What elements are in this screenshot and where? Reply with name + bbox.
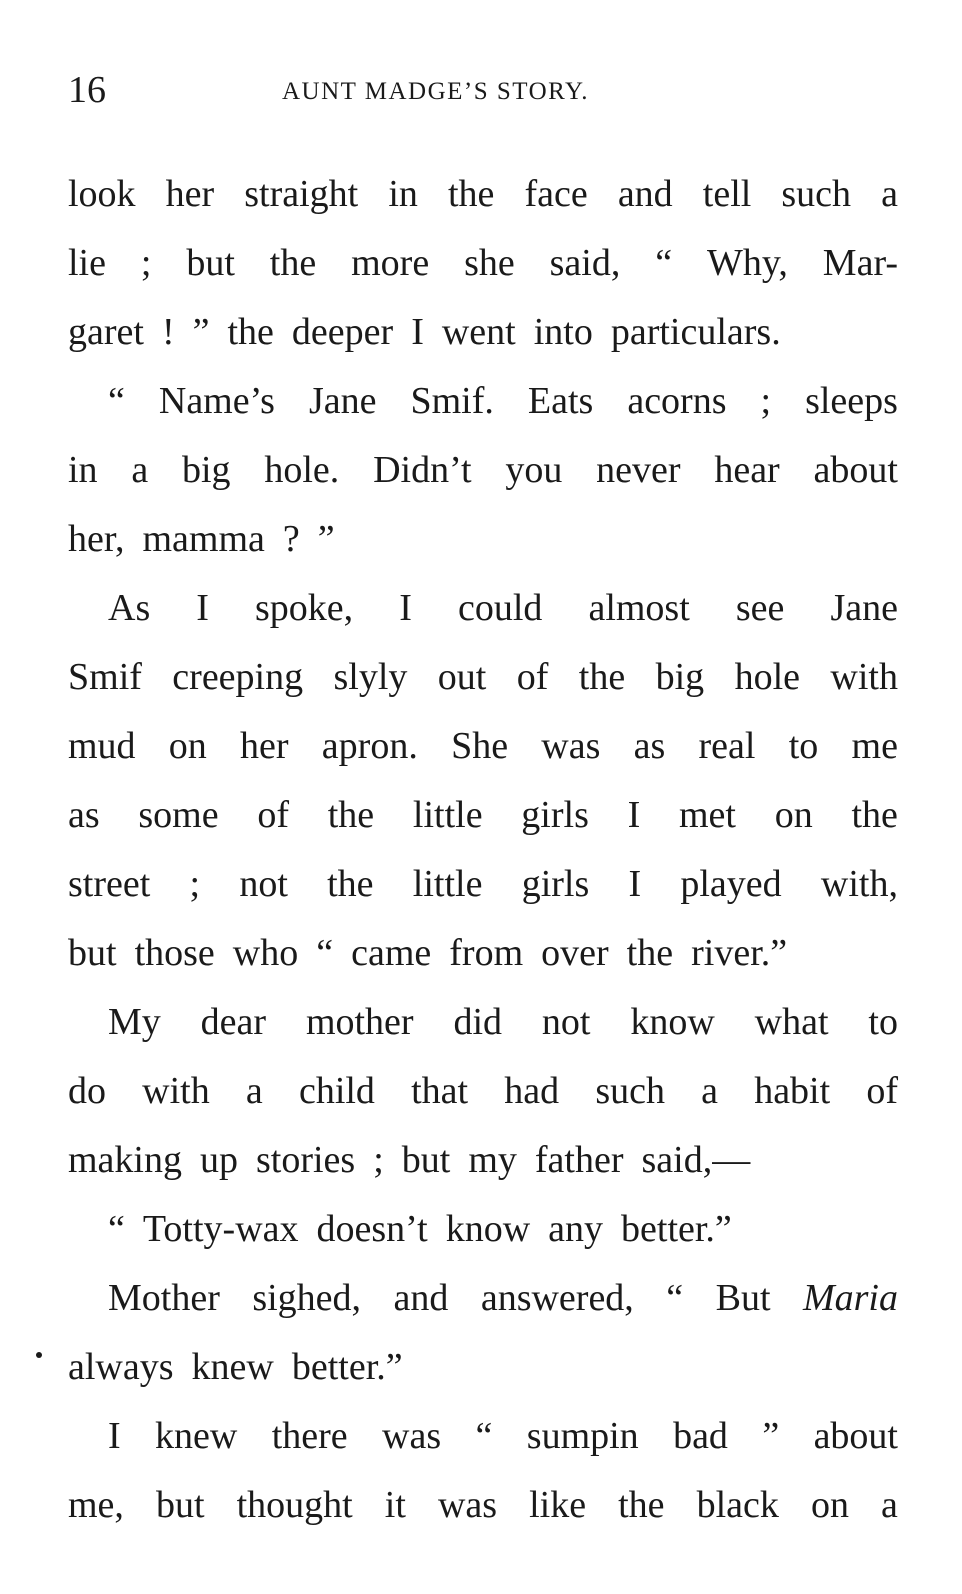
word: ;	[140, 242, 152, 284]
word: “	[108, 380, 125, 422]
word: not	[541, 1001, 591, 1043]
word: garet	[68, 311, 144, 353]
word: ”	[192, 311, 210, 353]
text-line	[68, 367, 898, 436]
word: doesn’t	[316, 1208, 428, 1250]
text-line	[68, 1402, 898, 1471]
word: but	[186, 242, 235, 284]
word: what	[754, 1001, 829, 1043]
word: tell	[702, 173, 752, 215]
word: particulars.	[610, 311, 781, 353]
word: real	[698, 725, 756, 767]
word: the	[269, 242, 317, 284]
word: big	[182, 449, 231, 491]
word: Smif.	[410, 380, 494, 422]
page-header	[68, 68, 898, 112]
word: hear	[714, 449, 780, 491]
word: about	[813, 449, 898, 491]
word: “	[316, 932, 334, 974]
body-text	[68, 160, 898, 1540]
text-line	[68, 1471, 898, 1540]
word: the	[327, 794, 375, 836]
word: But	[715, 1277, 771, 1319]
word: from	[449, 932, 524, 974]
word: with	[830, 656, 898, 698]
word: mother	[305, 1001, 414, 1043]
word: street	[68, 863, 151, 905]
word: Jane	[830, 587, 898, 629]
word: sighed,	[252, 1277, 362, 1319]
word: in	[388, 173, 418, 215]
word: but	[68, 932, 117, 974]
word: to	[788, 725, 819, 767]
word: a	[881, 173, 898, 215]
word: knew	[191, 1346, 274, 1388]
word: ;	[760, 380, 772, 422]
word: the	[618, 1484, 665, 1526]
word: straight	[244, 173, 359, 215]
word: of	[866, 1070, 898, 1112]
word: and	[617, 173, 673, 215]
word: about	[813, 1415, 898, 1457]
word: Totty-wax	[142, 1208, 299, 1250]
word: the	[578, 656, 626, 698]
word: “	[655, 242, 673, 284]
word: almost	[588, 587, 690, 629]
word: played	[680, 863, 782, 905]
word: more	[351, 242, 430, 284]
word: did	[453, 1001, 503, 1043]
word: the	[626, 932, 674, 974]
word: “	[475, 1415, 493, 1457]
text-line	[68, 229, 898, 298]
word: mud	[68, 725, 136, 767]
word: such	[595, 1070, 665, 1112]
word: father	[534, 1139, 624, 1181]
word: could	[457, 587, 543, 629]
word: was	[541, 725, 601, 767]
word: thought	[236, 1484, 353, 1526]
word: I	[627, 794, 641, 836]
word: better.”	[291, 1346, 403, 1388]
text-line	[68, 436, 898, 505]
text-line	[68, 781, 898, 850]
word: apron.	[321, 725, 418, 767]
word: habit	[754, 1070, 831, 1112]
word: my	[468, 1139, 517, 1181]
word: ”	[762, 1415, 780, 1457]
word: and	[393, 1277, 449, 1319]
text-line	[68, 298, 898, 367]
word: you	[505, 449, 563, 491]
word: such	[781, 173, 852, 215]
word: !	[161, 311, 175, 353]
word: girls	[521, 794, 589, 836]
word: a	[245, 1070, 263, 1112]
word: said,—	[641, 1139, 751, 1181]
text-line	[68, 1195, 898, 1264]
word: a	[881, 1484, 898, 1526]
word: I	[628, 863, 642, 905]
word: up	[199, 1139, 238, 1181]
word: the	[851, 794, 898, 836]
word: acorns	[627, 380, 727, 422]
word: met	[678, 794, 736, 836]
word: black	[696, 1484, 779, 1526]
text-line	[68, 1264, 898, 1333]
word: She	[451, 725, 509, 767]
word: she	[464, 242, 515, 284]
word: like	[529, 1484, 587, 1526]
text-line	[68, 643, 898, 712]
word: I	[399, 587, 412, 629]
word: a	[131, 449, 149, 491]
word: as	[68, 794, 100, 836]
word: deeper	[291, 311, 394, 353]
word: “	[108, 1208, 125, 1250]
word: on	[168, 725, 207, 767]
word: in	[68, 449, 98, 491]
word: me,	[68, 1484, 124, 1526]
word: dear	[200, 1001, 267, 1043]
text-line	[68, 712, 898, 781]
running-head: AUNT MADGE’S STORY.	[282, 78, 590, 105]
word: big	[655, 656, 705, 698]
word: “	[666, 1277, 684, 1319]
word: into	[533, 311, 593, 353]
word: never	[596, 449, 681, 491]
word: the	[227, 311, 274, 353]
word: ”	[317, 518, 335, 560]
word: who	[232, 932, 299, 974]
text-line	[68, 1057, 898, 1126]
word: but	[155, 1484, 205, 1526]
word: know	[445, 1208, 531, 1250]
word: her	[165, 173, 215, 215]
word: sleeps	[805, 380, 898, 422]
word: on	[810, 1484, 849, 1526]
word: Jane	[308, 380, 377, 422]
word: hole	[734, 656, 801, 698]
word: little	[412, 794, 483, 836]
word: as	[633, 725, 666, 767]
word: of	[516, 656, 549, 698]
word: Eats	[527, 380, 594, 422]
text-line	[68, 505, 898, 574]
word: had	[504, 1070, 560, 1112]
text-line	[68, 160, 898, 229]
word: out	[437, 656, 487, 698]
word: creeping	[172, 656, 304, 698]
word: came	[351, 932, 432, 974]
text-line	[68, 850, 898, 919]
word: I	[411, 311, 424, 353]
word: it	[384, 1484, 406, 1526]
word: I	[196, 587, 209, 629]
word: any	[548, 1208, 604, 1250]
word: Didn’t	[373, 449, 472, 491]
word: those	[134, 932, 215, 974]
word: slyly	[333, 656, 408, 698]
word: lie	[68, 242, 106, 284]
word: to	[868, 1001, 898, 1043]
word: on	[774, 794, 813, 836]
word: girls	[521, 863, 590, 905]
text-line	[68, 1333, 898, 1402]
word: Name’s	[158, 380, 275, 422]
word: of	[257, 794, 289, 836]
margin-mark	[36, 1352, 42, 1358]
word: ;	[373, 1139, 384, 1181]
word: ;	[189, 863, 201, 905]
word: river.”	[691, 932, 788, 974]
text-line	[68, 919, 898, 988]
word: face	[524, 173, 588, 215]
word: was	[382, 1415, 442, 1457]
text-line	[68, 1126, 898, 1195]
word: stories	[255, 1139, 356, 1181]
word: look	[68, 173, 136, 215]
word: me	[851, 725, 898, 767]
word: there	[271, 1415, 348, 1457]
word: My	[108, 1001, 161, 1043]
word: do	[68, 1070, 106, 1112]
word: with	[142, 1070, 210, 1112]
word: I	[108, 1415, 121, 1457]
word: Mother	[108, 1277, 220, 1319]
word: that	[411, 1070, 469, 1112]
word: Maria	[802, 1277, 898, 1319]
word: over	[541, 932, 609, 974]
word: little	[412, 863, 483, 905]
page-number: 16	[68, 69, 106, 111]
text-line	[68, 988, 898, 1057]
word: better.”	[621, 1208, 732, 1250]
word: answered,	[480, 1277, 634, 1319]
word: with,	[820, 863, 898, 905]
word: the	[447, 173, 495, 215]
word: went	[441, 311, 516, 353]
word: was	[437, 1484, 498, 1526]
word: a	[701, 1070, 719, 1112]
word: her,	[68, 518, 125, 560]
text-line	[68, 574, 898, 643]
word: see	[735, 587, 785, 629]
word: ?	[282, 518, 300, 560]
word: know	[630, 1001, 715, 1043]
word: bad	[673, 1415, 728, 1457]
word: As	[108, 587, 151, 629]
word: but	[401, 1139, 451, 1181]
word: Why,	[707, 242, 788, 284]
word: making	[68, 1139, 182, 1181]
word: the	[327, 863, 374, 905]
word: always	[68, 1346, 174, 1388]
word: child	[298, 1070, 375, 1112]
word: not	[239, 863, 288, 905]
word: knew	[155, 1415, 238, 1457]
word: sumpin	[526, 1415, 639, 1457]
word: spoke,	[255, 587, 354, 629]
word: hole.	[264, 449, 340, 491]
word: mamma	[142, 518, 265, 560]
word: Smif	[68, 656, 142, 698]
word: said,	[549, 242, 621, 284]
word: Mar-	[822, 242, 898, 284]
word: some	[138, 794, 219, 836]
word: her	[240, 725, 289, 767]
